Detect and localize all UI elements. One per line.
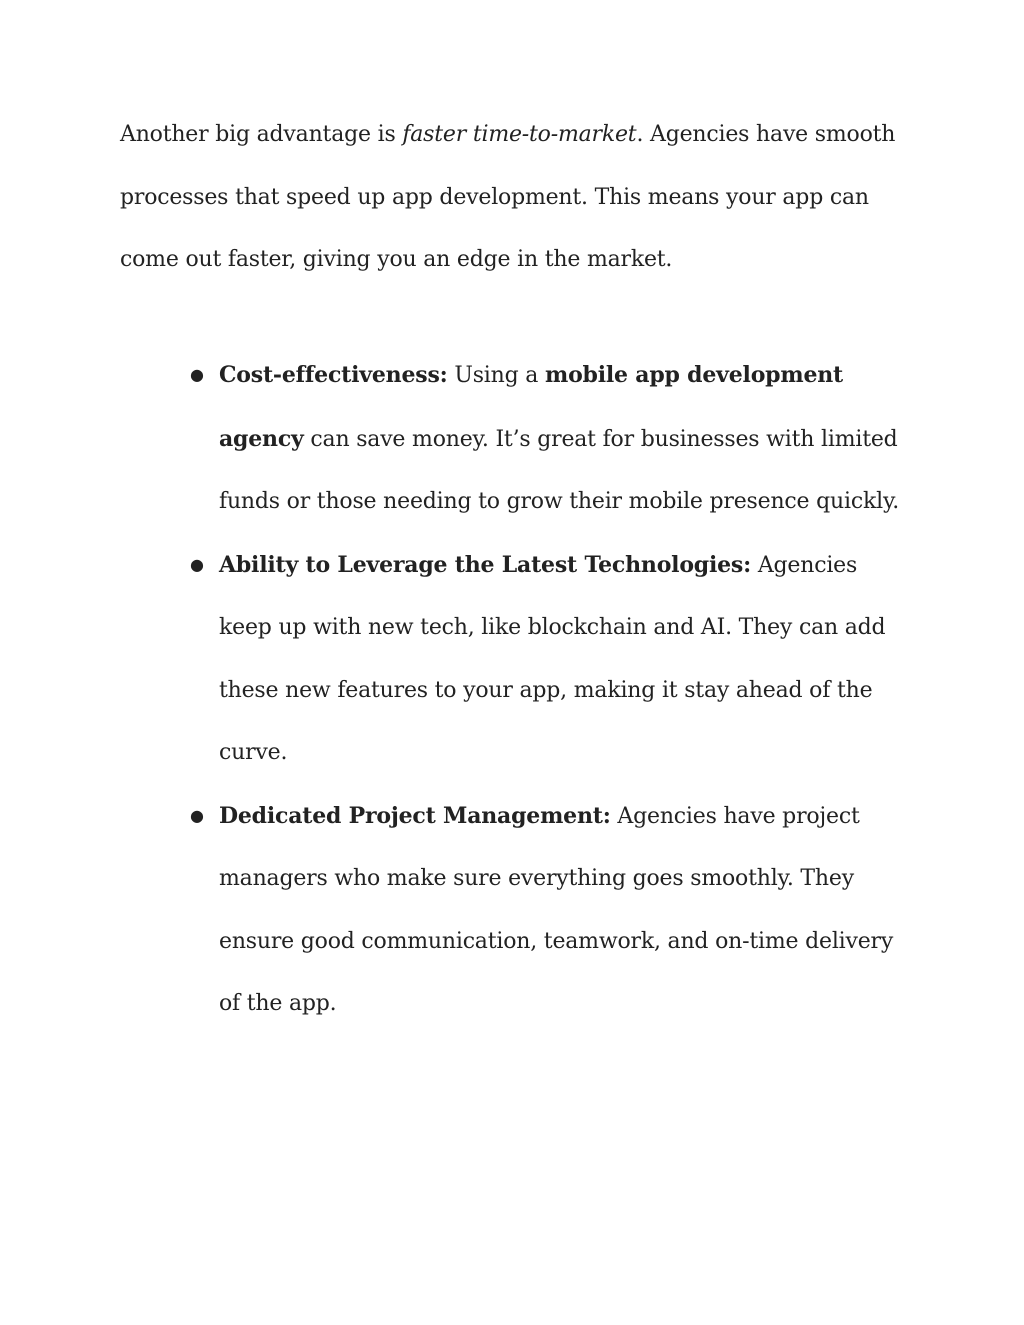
intro-lead: Another big advantage is xyxy=(120,122,403,147)
intro-rest: . Agencies have smooth processes that speed up app development. This means your app can come out faster, giving you an edge in the market. xyxy=(120,122,896,272)
bullet-icon: ● xyxy=(190,554,204,574)
benefit-text: Agencies keep up with new tech, like blockchain and AI. They can add these new features to your app, making it stay ahead of the curve. xyxy=(219,552,886,765)
benefit-text-after: can save money. It’s great for businesses with limited funds or those needing to grow their mobile presence quickly. xyxy=(219,426,900,514)
benefit-strong-phrase: mobile app development agency xyxy=(219,362,843,452)
benefit-project-management xyxy=(0,785,909,1036)
benefit-text-before: Using a xyxy=(447,363,545,388)
bullet-icon: ● xyxy=(190,805,204,825)
benefits-list xyxy=(0,344,1024,1036)
benefit-term: Cost-effectiveness: xyxy=(219,362,448,388)
benefit-term: Ability to Leverage the Latest Technologies: xyxy=(219,551,752,578)
benefit-term: Dedicated Project Management: xyxy=(219,802,611,829)
benefit-text: Agencies have project managers who make sure everything goes smoothly. They ensure good communication, teamwork, and on-time delivery of the app. xyxy=(219,803,894,1016)
bullet-icon: ● xyxy=(190,365,204,384)
benefit-latest-technologies xyxy=(0,534,909,785)
intro-emphasis: faster time-to-market xyxy=(402,122,637,147)
intro-paragraph xyxy=(120,104,910,292)
benefit-cost-effectiveness xyxy=(0,344,909,534)
